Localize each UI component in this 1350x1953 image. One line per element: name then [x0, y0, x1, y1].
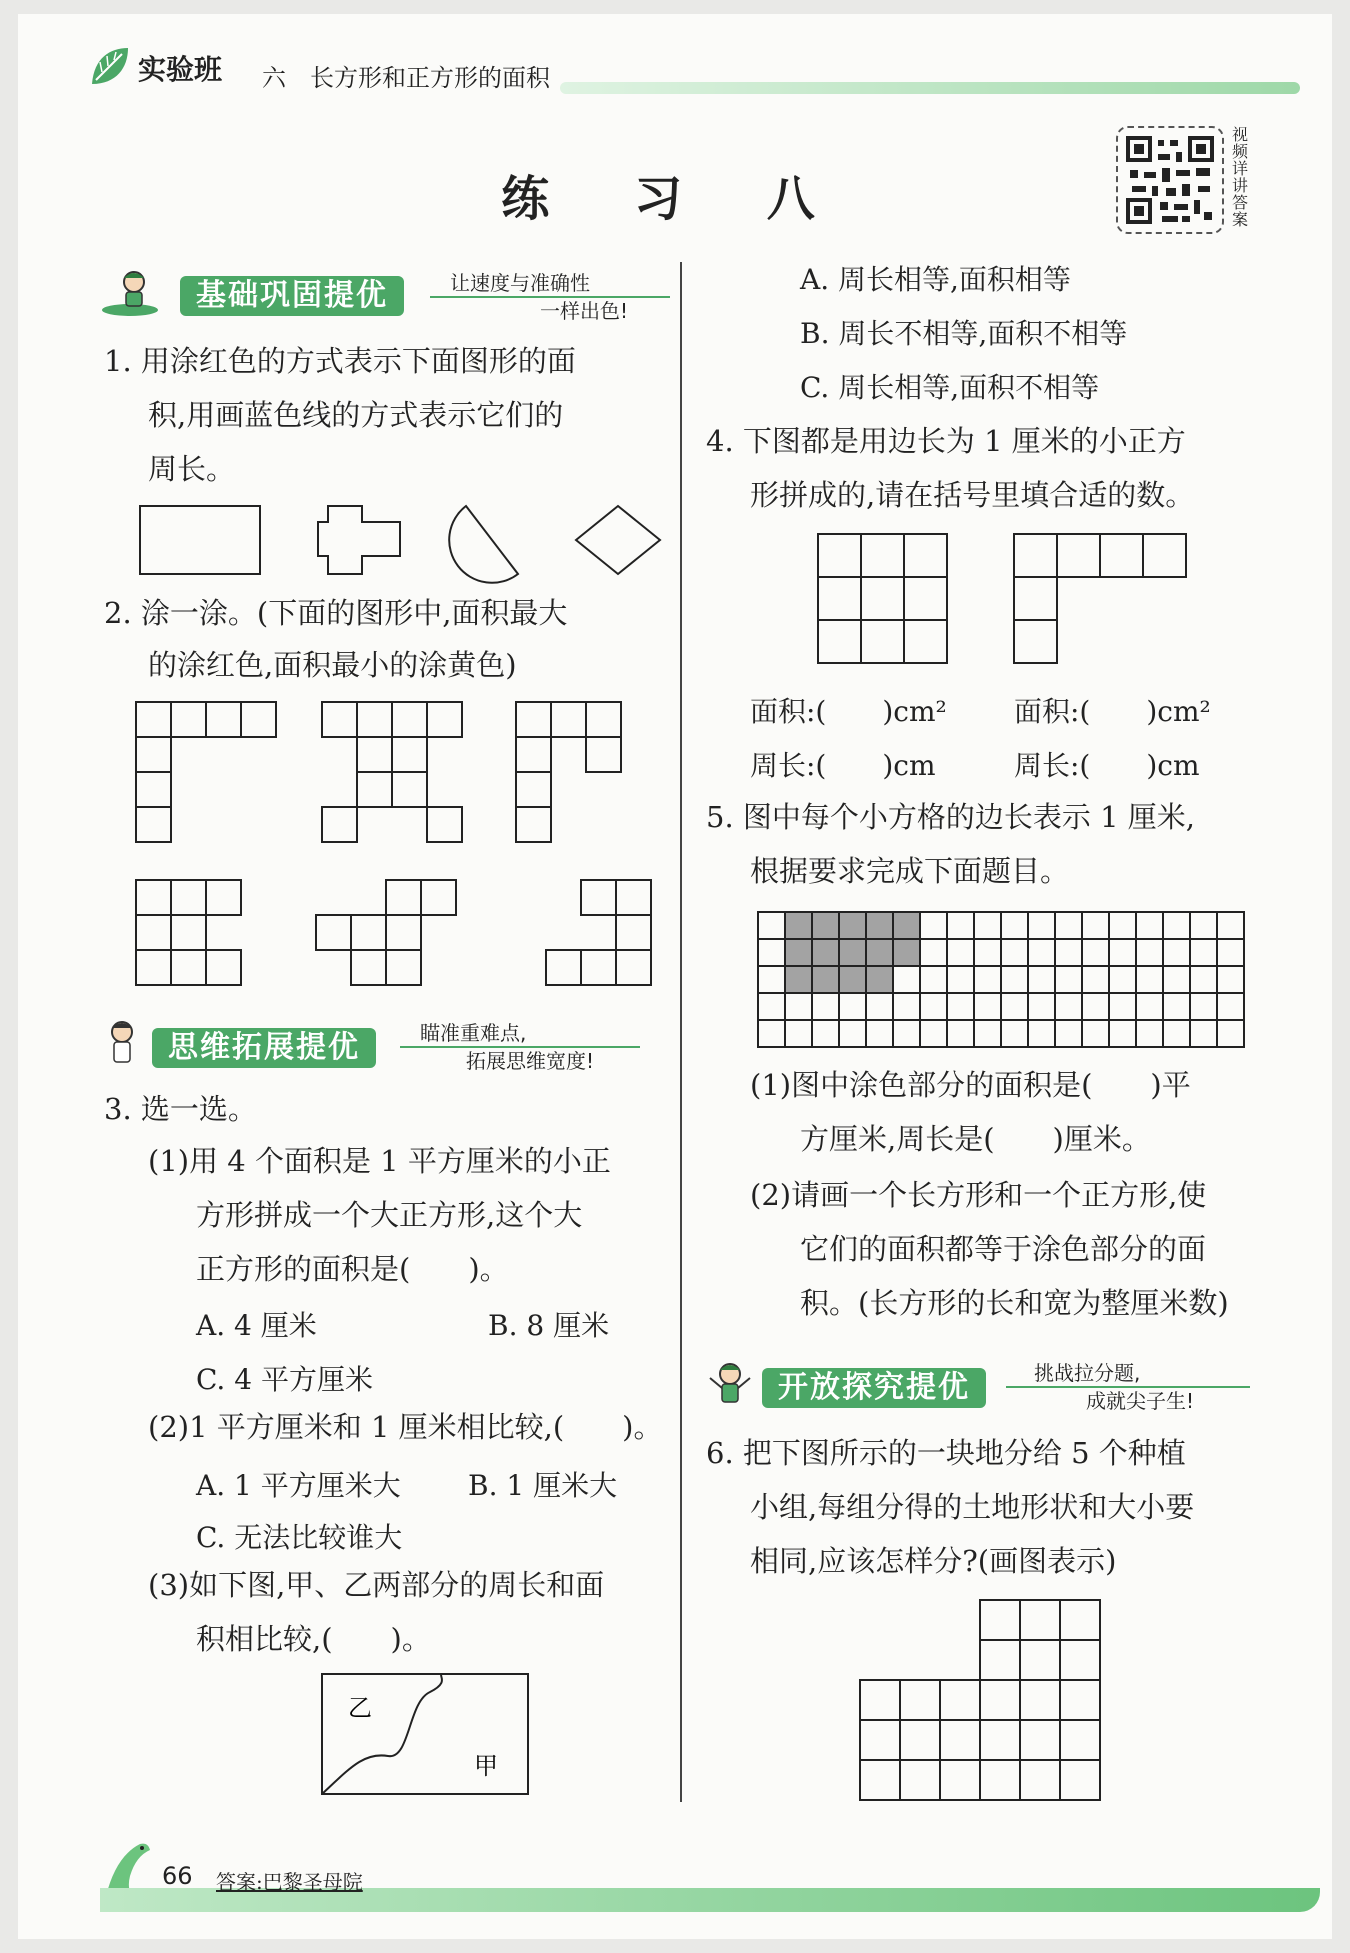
section-banner-basic [100, 271, 670, 323]
q2-shape-3-cell [516, 737, 551, 772]
question-3-stem: 3. 选一选。 [104, 1092, 257, 1126]
q5-shaded-cell [785, 912, 812, 939]
q5-grid-cell [785, 993, 812, 1020]
q2-shape-4-cell [206, 880, 241, 915]
unit-title: 长方形和正方形的面积 [310, 64, 550, 92]
q6-land-grid [858, 1598, 1108, 1808]
q5-grid-cell [1109, 993, 1136, 1020]
q5-grid-cell [1136, 993, 1163, 1020]
q3-2-option-b[interactable]: B. 1 厘米大 [468, 1469, 618, 1502]
q5-grid-cell [839, 1020, 866, 1047]
q4-l-shape-cell [1014, 534, 1057, 577]
q2-shape-4-cell [136, 950, 171, 985]
q5-grid-cell [947, 966, 974, 993]
q5-shaded-cell [812, 912, 839, 939]
q2-shape-1-cell [206, 702, 241, 737]
q3-3-option-a[interactable]: A. 周长相等,面积相等 [800, 263, 1071, 296]
q5-grid-cell [1082, 939, 1109, 966]
q6-land-cell [940, 1760, 980, 1800]
q5-grid-cell [1217, 993, 1244, 1020]
q6-land-cell [860, 1760, 900, 1800]
q2-shape-2-cell [357, 737, 392, 772]
section-slogan-thinking-2: 拓展思维宽度! [466, 1049, 595, 1073]
diamond-shape [576, 506, 660, 574]
question-5-2-line-2: 它们的面积都等于涂色部分的面 [800, 1232, 1207, 1266]
q2-shape-6-cell [616, 880, 651, 915]
q6-land-cell [900, 1760, 940, 1800]
q5-grid-cell [839, 993, 866, 1020]
q5-grid-cell [1136, 966, 1163, 993]
q5-grid-cell [1163, 939, 1190, 966]
q3-3-option-c[interactable]: C. 周长相等,面积不相等 [800, 371, 1100, 404]
q6-land-cell [1020, 1760, 1060, 1800]
q2-shape-4-cell [171, 950, 206, 985]
q2-shape-2-cell [357, 772, 392, 807]
q4-l-shape-cell [1143, 534, 1186, 577]
q5-grid-cell [974, 912, 1001, 939]
q4-square-cell [861, 577, 904, 620]
q5-grid-cell [893, 993, 920, 1020]
q2-shape-5-cell [386, 950, 421, 985]
figure-label-jia: 甲 [474, 1752, 498, 1780]
q2-shape-2-cell [392, 737, 427, 772]
q3-2-option-a[interactable]: A. 1 平方厘米大 [196, 1469, 401, 1502]
q6-land-cell [980, 1720, 1020, 1760]
q5-grid-cell [1055, 939, 1082, 966]
q6-land-cell [980, 1680, 1020, 1720]
q5-grid-cell [1028, 1020, 1055, 1047]
q3-2-option-c[interactable]: C. 无法比较谁大 [196, 1521, 403, 1554]
section-label-basic: 基础巩固提优 [180, 276, 404, 316]
q5-shaded-cell [839, 939, 866, 966]
q4-square-cell [861, 620, 904, 663]
q4-l-shape-cell [1014, 577, 1057, 620]
q5-grid-cell [1163, 966, 1190, 993]
section-slogan-thinking-1: 瞄准重难点, [420, 1021, 527, 1045]
q2-shape-6-cell [616, 915, 651, 950]
q6-land-cell [1060, 1680, 1100, 1720]
q5-grid-cell [1001, 966, 1028, 993]
q5-grid-cell [1055, 966, 1082, 993]
q6-land-cell [1020, 1720, 1060, 1760]
q2-shape-5-cell [351, 950, 386, 985]
q2-shape-3-cell [586, 737, 621, 772]
q2-shape-2-cell [322, 702, 357, 737]
question-5-1-line-1: (1)图中涂色部分的面积是( )平 [750, 1068, 1191, 1102]
leaf-icon [88, 44, 132, 88]
q5-grid-cell [893, 1020, 920, 1047]
q2-shape-6-cell [581, 950, 616, 985]
q4-area-answer-2[interactable]: 面积:( )cm² [1014, 695, 1211, 728]
q2-shape-2-cell [322, 807, 357, 842]
q5-grid-cell [758, 939, 785, 966]
q4-l-shape-cell [1057, 534, 1100, 577]
q2-shape-1-cell [136, 772, 171, 807]
question-3-1-line-2: 方形拼成一个大正方形,这个大 [196, 1198, 583, 1232]
q6-land-cell [1060, 1760, 1100, 1800]
q6-land-cell [980, 1760, 1020, 1800]
q5-grid-cell [758, 912, 785, 939]
q5-grid-cell [920, 966, 947, 993]
q5-shaded-cell [839, 966, 866, 993]
q4-square-cell [861, 534, 904, 577]
q1-shapes [138, 500, 698, 580]
q5-grid-cell [974, 939, 1001, 966]
q5-grid-cell [1163, 993, 1190, 1020]
q4-grid-figures [816, 532, 1216, 672]
q5-grid-cell [920, 993, 947, 1020]
page-title: 练 习 八 [501, 171, 849, 227]
q5-grid-cell [758, 1020, 785, 1047]
q2-shape-4-cell [136, 915, 171, 950]
q4-square-cell [904, 577, 947, 620]
section-banner-thinking [100, 1021, 640, 1073]
q4-l-shape-cell [1014, 620, 1057, 663]
q5-grid-cell [1163, 1020, 1190, 1047]
q5-grid-cell [947, 1020, 974, 1047]
q6-land-cell [1060, 1640, 1100, 1680]
q5-shaded-cell [866, 939, 893, 966]
q5-grid-cell [920, 912, 947, 939]
q5-shaded-cell [785, 939, 812, 966]
q4-square-cell [818, 534, 861, 577]
q5-grid-cell [974, 993, 1001, 1020]
q5-grid [756, 910, 1252, 1046]
q5-grid-cell [1109, 912, 1136, 939]
q2-shape-3-cell [586, 702, 621, 737]
kid-thinking-icon [100, 1018, 150, 1068]
q2-shape-5-cell [351, 915, 386, 950]
q2-shape-2-cell [357, 702, 392, 737]
q3-1-option-b[interactable]: B. 8 厘米 [488, 1309, 610, 1342]
question-1-line-2: 积,用画蓝色线的方式表示它们的 [148, 398, 564, 432]
question-5-2-line-3: 积。(长方形的长和宽为整厘米数) [800, 1286, 1229, 1320]
header-stripe [560, 82, 1300, 94]
q5-grid-cell [1028, 939, 1055, 966]
q4-square-cell [818, 577, 861, 620]
q5-grid-cell [1082, 1020, 1109, 1047]
q5-grid-cell [1217, 966, 1244, 993]
question-5-line-1: 5. 图中每个小方格的边长表示 1 厘米, [706, 800, 1195, 834]
rectangle-shape [140, 506, 260, 574]
question-6-line-3: 相同,应该怎样分?(画图表示) [750, 1544, 1117, 1578]
q5-grid-cell [866, 1020, 893, 1047]
q2-shape-1-cell [241, 702, 276, 737]
q5-shaded-cell [866, 912, 893, 939]
q5-grid-cell [920, 1020, 947, 1047]
q5-grid-cell [1163, 912, 1190, 939]
q2-shape-3-cell [516, 807, 551, 842]
q5-grid-cell [1109, 966, 1136, 993]
q2-shape-1-cell [171, 702, 206, 737]
question-3-3-line-2: 积相比较,( )。 [196, 1622, 431, 1656]
q5-grid-cell [866, 993, 893, 1020]
section-label-thinking: 思维拓展提优 [152, 1028, 376, 1068]
q5-grid-cell [758, 966, 785, 993]
section-slogan-open-2: 成就尖子生! [1086, 1389, 1195, 1413]
q5-shaded-cell [812, 966, 839, 993]
q5-grid-cell [758, 993, 785, 1020]
kid-skateboard-icon [100, 268, 160, 318]
q5-grid-cell [1082, 993, 1109, 1020]
q2-shape-4-cell [206, 950, 241, 985]
q4-l-shape-cell [1100, 534, 1143, 577]
question-5-line-2: 根据要求完成下面题目。 [750, 854, 1070, 888]
q2-shape-2-cell [392, 702, 427, 737]
question-3-2-line-1: (2)1 平方厘米和 1 厘米相比较,( )。 [148, 1410, 663, 1444]
q5-grid-cell [1001, 912, 1028, 939]
q6-land-cell [980, 1640, 1020, 1680]
q2-shape-2-cell [392, 772, 427, 807]
section-underline [1006, 1386, 1250, 1388]
q2-shape-3-cell [516, 702, 551, 737]
question-5-2-line-1: (2)请画一个长方形和一个正方形,使 [750, 1178, 1207, 1212]
q2-shape-2-cell [427, 702, 462, 737]
q5-grid-cell [947, 993, 974, 1020]
question-2-line-1: 2. 涂一涂。(下面的图形中,面积最大 [104, 596, 568, 630]
q6-land-cell [940, 1680, 980, 1720]
q6-land-cell [1060, 1720, 1100, 1760]
q5-grid-cell [1055, 993, 1082, 1020]
q6-land-cell [860, 1720, 900, 1760]
q5-grid-cell [1082, 912, 1109, 939]
q5-grid-cell [812, 993, 839, 1020]
q3-1-option-c[interactable]: C. 4 平方厘米 [196, 1363, 373, 1396]
q6-land-cell [860, 1680, 900, 1720]
q6-land-cell [1020, 1600, 1060, 1640]
section-slogan-basic-2: 一样出色! [540, 299, 629, 323]
q5-grid-cell [1028, 993, 1055, 1020]
q6-land-cell [900, 1680, 940, 1720]
q5-grid-cell [1217, 1020, 1244, 1047]
q5-grid-cell [974, 966, 1001, 993]
qr-code-icon[interactable] [1116, 126, 1224, 234]
q5-grid-cell [1190, 912, 1217, 939]
q5-grid-cell [1082, 966, 1109, 993]
q5-grid-cell [812, 1020, 839, 1047]
q5-grid-cell [785, 1020, 812, 1047]
section-underline [430, 296, 670, 298]
q2-shape-4-cell [171, 915, 206, 950]
q5-grid-cell [1055, 912, 1082, 939]
q4-perimeter-answer-2[interactable]: 周长:( )cm [1014, 749, 1200, 782]
section-slogan-basic-1: 让速度与准确性 [450, 271, 590, 295]
q5-grid-cell [1217, 912, 1244, 939]
q2-shape-6-cell [581, 880, 616, 915]
q6-land-cell [900, 1720, 940, 1760]
section-banner-open [706, 1361, 1252, 1413]
q2-grid-shapes [134, 700, 694, 1000]
page-number: 66 [162, 1862, 193, 1890]
q4-square-cell [904, 534, 947, 577]
answer-note: 答案:巴黎圣母院 [216, 1870, 363, 1894]
column-divider [680, 262, 682, 1802]
q5-grid-cell [947, 939, 974, 966]
q5-grid-cell [920, 939, 947, 966]
section-underline [400, 1046, 640, 1048]
q4-area-answer-1[interactable]: 面积:( )cm² [750, 695, 947, 728]
brand-label: 实验班 [138, 53, 223, 86]
q2-shape-5-cell [386, 880, 421, 915]
q5-grid-cell [974, 1020, 1001, 1047]
q5-grid-cell [1109, 1020, 1136, 1047]
q2-shape-5-cell [421, 880, 456, 915]
question-4-line-2: 形拼成的,请在括号里填合适的数。 [750, 478, 1195, 512]
q2-shape-5-cell [316, 915, 351, 950]
q5-grid-cell [1136, 912, 1163, 939]
q6-land-cell [980, 1600, 1020, 1640]
section-slogan-open-1: 挑战拉分题, [1034, 1361, 1141, 1385]
question-3-3-line-1: (3)如下图,甲、乙两部分的周长和面 [148, 1568, 605, 1602]
section-label-open: 开放探究提优 [762, 1368, 986, 1408]
q5-grid-cell [1217, 939, 1244, 966]
q5-shaded-cell [893, 939, 920, 966]
qr-code-label: 视频详讲答案 [1231, 125, 1248, 229]
q5-grid-cell [1190, 1020, 1217, 1047]
q5-grid-cell [1028, 912, 1055, 939]
q5-shaded-cell [812, 939, 839, 966]
q5-shaded-cell [893, 912, 920, 939]
q2-shape-6-cell [546, 950, 581, 985]
q5-grid-cell [1109, 939, 1136, 966]
q2-shape-4-cell [171, 880, 206, 915]
semicircle-shape [449, 506, 518, 583]
q4-square-cell [904, 620, 947, 663]
q5-grid-cell [1055, 1020, 1082, 1047]
q2-shape-1-cell [136, 737, 171, 772]
q5-grid-cell [1190, 966, 1217, 993]
q5-shaded-cell [866, 966, 893, 993]
q6-land-cell [940, 1720, 980, 1760]
q5-shaded-cell [785, 966, 812, 993]
q2-shape-6-cell [616, 950, 651, 985]
q5-grid-cell [1190, 993, 1217, 1020]
question-3-1-line-3: 正方形的面积是( )。 [196, 1252, 509, 1286]
question-1-line-1: 1. 用涂红色的方式表示下面图形的面 [104, 344, 576, 378]
q6-land-cell [1020, 1640, 1060, 1680]
q2-shape-1-cell [136, 807, 171, 842]
q2-shape-4-cell [136, 880, 171, 915]
q5-grid-cell [1136, 1020, 1163, 1047]
q2-shape-2-cell [427, 807, 462, 842]
q2-shape-1-cell [136, 702, 171, 737]
question-6-line-1: 6. 把下图所示的一块地分给 5 个种植 [706, 1436, 1186, 1470]
q4-square-cell [818, 620, 861, 663]
q5-grid-cell [1028, 966, 1055, 993]
q6-land-cell [1020, 1680, 1060, 1720]
question-3-1-line-1: (1)用 4 个面积是 1 平方厘米的小正 [148, 1144, 611, 1178]
kid-cheering-icon [706, 1358, 756, 1408]
q5-shaded-cell [839, 912, 866, 939]
q5-grid-cell [1001, 1020, 1028, 1047]
q5-grid-cell [1190, 939, 1217, 966]
question-5-1-line-2: 方厘米,周长是( )厘米。 [800, 1122, 1151, 1156]
q5-grid-cell [947, 912, 974, 939]
question-1-line-3: 周长。 [148, 452, 236, 486]
q6-land-cell [1060, 1600, 1100, 1640]
q5-grid-cell [1001, 993, 1028, 1020]
q4-perimeter-answer-1[interactable]: 周长:( )cm [750, 749, 936, 782]
unit-number: 六 [262, 64, 286, 92]
q5-grid-cell [893, 966, 920, 993]
question-6-line-2: 小组,每组分得的土地形状和大小要 [750, 1490, 1195, 1524]
cross-shape [318, 506, 400, 574]
q2-shape-5-cell [386, 915, 421, 950]
q3-3-option-b[interactable]: B. 周长不相等,面积不相等 [800, 317, 1128, 350]
question-4-line-1: 4. 下图都是用边长为 1 厘米的小正方 [706, 424, 1186, 458]
q2-shape-3-cell [551, 702, 586, 737]
question-2-line-2: 的涂红色,面积最小的涂黄色) [148, 648, 517, 682]
figure-label-yi: 乙 [348, 1694, 372, 1722]
q2-shape-3-cell [516, 772, 551, 807]
q3-1-option-a[interactable]: A. 4 厘米 [196, 1309, 317, 1342]
q5-grid-cell [1001, 939, 1028, 966]
q5-grid-cell [1136, 939, 1163, 966]
